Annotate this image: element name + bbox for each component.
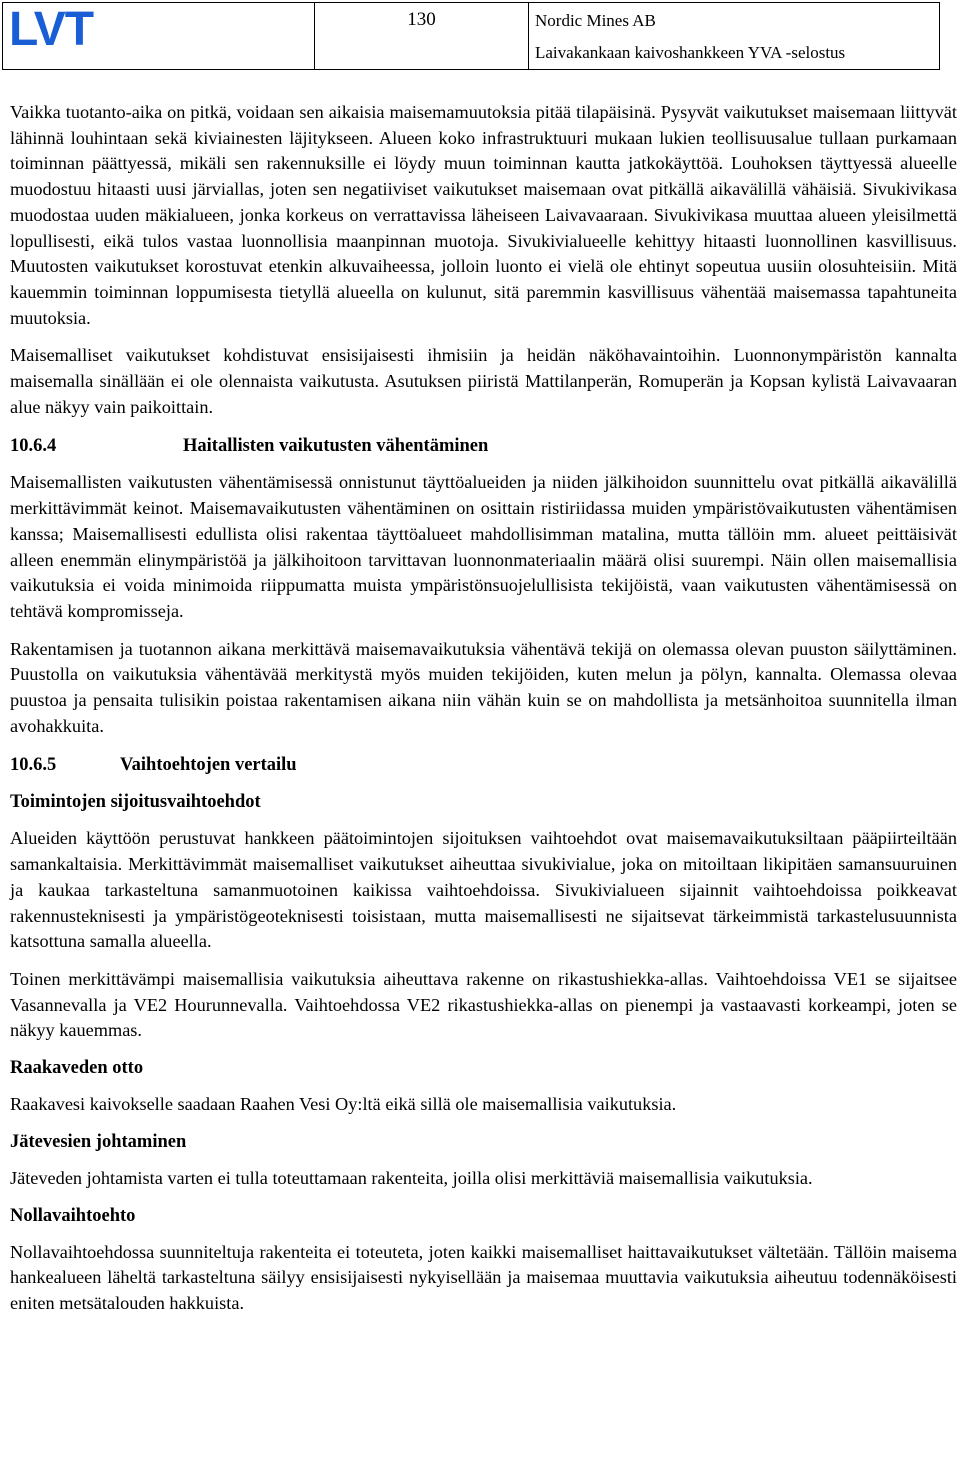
logo-cell <box>3 3 315 69</box>
section-number: 10.6.4 <box>10 436 57 457</box>
page-number: 130 <box>407 9 436 30</box>
document-title: Laivakankaan kaivoshankkeen YVA -selostus <box>535 43 846 62</box>
paragraph: Vaikka tuotanto-aika on pitkä, voidaan sen aikaisia maisemamuutoksia pitää tilapäisinä. Pysyvät vaikutukset maisemaan liittyvät lähinnä louhintaan sekä kiviainesten läjitykseen. Alueen koko infrastruktuuri mukaan lukien teollisuusalue tullaan purkamaan toiminnan päättyessä, mikäli sen rakennuksille ei löydy muun toiminnan kautta jatkokäyttöä. Louhoksen täyttyessä alueelle muodostuu hitaasti uusi järviallas, joten sen negatiiviset vaikutukset maisemaan ovat pitkällä aikavälillä vähäisiä. Sivukivikasa muodostaa uuden mäkialueen, jonka korkeus on verrattavissa läheiseen Laivavaaraan. Sivukivikasa muuttaa alueen yleisilmettä lopullisesti, eikä tulos vastaa luonnollisia maanpinnan muotoja. Sivukivialueelle kehittyy hitaasti luonnollinen kasvillisuus. Muutosten vaikutukset korostuvat etenkin alkuvaiheessa, jolloin luonto ei vielä ole ehtinyt sopeutua uusiin olosuhteisiin. Mitä kauemmin toiminnan loppumisesta tietyllä alueella on kulunut, sitä paremmin kasvillisuus vähentää maisemassa tapahtuneita muutoksia. <box>10 102 957 328</box>
subheading: Raakaveden otto <box>10 1058 144 1079</box>
paragraph: Rakentamisen ja tuotannon aikana merkittävä maisemavaikutuksia vähentävä tekijä on olemassa olevan puuston säilyttäminen. Puustolla on vaikutuksia vähentävää merkitystä myös muiden tekijöiden, kuten melun ja pölyn, kannalta. Olemassa olevaa puustoa ja pensaita tulisikin poistaa rakentamisen aikana niin vähän kuin se on mahdollista ja metsänhoitoa suunnitella ilman avohakkuita. <box>10 638 957 736</box>
paragraph: Jäteveden johtamista varten ei tulla toteuttamaan rakenteita, joilla olisi merkittäviä maisemallisia vaikutuksia. <box>10 1167 813 1188</box>
document-body <box>10 100 957 1317</box>
subheading: Toimintojen sijoitusvaihtoehdot <box>10 792 261 813</box>
subheading: Nollavaihtoehto <box>10 1205 136 1226</box>
section-heading-10-6-5 <box>10 753 957 777</box>
header-title-cell <box>529 3 939 69</box>
company-name: Nordic Mines AB <box>535 11 656 30</box>
paragraph: Raakavesi kaivokselle saadaan Raahen Vesi Oy:ltä eikä sillä ole maisemallisia vaikutuksia. <box>10 1094 677 1115</box>
paragraph: Alueiden käyttöön perustuvat hankkeen päätoimintojen sijoituksen vaihtoehdot ovat maisemavaikutuksiltaan pääpiirteiltään samankaltaisia. Merkittävimmät maisemalliset vaikutukset aiheuttaa sivukivialue, joka on mitoiltaan likipitäen samansuuruinen ja kaukaa tarkasteltuna samanmuotoinen kaikissa vaihtoehdoissa. Sivukivialueen sijainnit vaihtoehdoissa poikkeavat rakennusteknisesti ja ympäristögeoteknisesti toisistaan, mutta maisemallisesti ne sijaitsevat tärkeimmistä tarkastelusuunnista katsottuna samalla alueella. <box>10 828 957 952</box>
section-heading-10-6-4 <box>10 434 957 458</box>
paragraph: Maisemallisten vaikutusten vähentämisessä onnistunut täyttöalueiden ja niiden jälkihoidon suunnittelu ovat pitkällä aikavälillä merkittävimmät keinot. Maisemavaikutusten vähentäminen on osittain ristiriidassa muiden ympäristövaikutusten vähentämisen kanssa; Maisemallisesti edullista olisi rakentaa täyttöalueet mahdollisimman matalina, mutta tällöin mm. alueet peittäisivät alleen enemmän elinympäristöä ja jälkihoitoon tarvittavan luonnonmateriaalin määrä olisi suurempi. Näin ollen maisemallisia vaikutuksia ei voida minimoida riippumatta muista ympäristönsuojelullisista tekijöistä, vaan vaikutusten vähentämisessä on tehtävä kompromisseja. <box>10 472 957 621</box>
section-title: Vaihtoehtojen vertailu <box>120 755 297 776</box>
section-number: 10.6.5 <box>10 755 57 776</box>
page-header <box>2 2 940 70</box>
subheading: Jätevesien johtaminen <box>10 1131 187 1152</box>
paragraph: Maisemalliset vaikutukset kohdistuvat ensisijaisesti ihmisiin ja heidän näköhavaintoihin. Luonnonympäristön kannalta maisemalla sinällään ei ole olennaista vaikutusta. Asutuksen piiristä Mattilanperän, Romuperän ja Kopsan kylistä Laivavaaran alue näkyy vain paikoittain. <box>10 345 957 417</box>
paragraph: Nollavaihtoehdossa suunniteltuja rakenteita ei toteuteta, joten kaikki maisemalliset haittavaikutukset vältetään. Tällöin maisema hankealueen läheltä tarkasteltuna säilyy ensisijaisesti nykyisellään ja maisemaa muuttavia vaikutuksia aiheutuu todennäköisesti eniten metsätalouden hakkuista. <box>10 1241 957 1313</box>
lvt-logo: LVT <box>9 3 94 56</box>
page-number-cell <box>315 3 529 69</box>
paragraph: Toinen merkittävämpi maisemallisia vaikutuksia aiheuttava rakenne on rikastushiekka-allas. Vaihtoehdoissa VE1 se sijaitsee Vasannevalla ja VE2 Hourunnevalla. Vaihtoehdossa VE2 rikastushiekka-allas on pienempi ja vastaavasti korkeampi, joten se näkyy kauemmas. <box>10 968 957 1041</box>
section-title: Haitallisten vaikutusten vähentäminen <box>183 436 489 457</box>
